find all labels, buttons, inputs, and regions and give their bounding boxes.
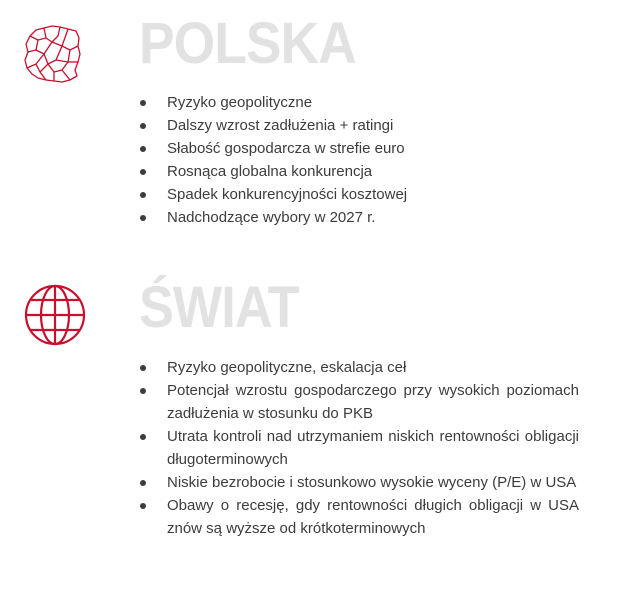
list-item: Obawy o recesję, gdy rentowności długich obligacji w USA znów są wyższe od krótkoterminowych [139,494,579,540]
list-item: Dalszy wzrost zadłużenia + ratingi [139,114,579,137]
list-item: Potencjał wzrostu gospodarczego przy wysokich poziomach zadłużenia w stosunku do PKB [139,379,579,425]
list-item: Rosnąca globalna konkurencja [139,160,579,183]
list-item: Niskie bezrobocie i stosunkowo wysokie wyceny (P/E) w USA [139,471,579,494]
list-item: Słabość gospodarcza w strefie euro [139,137,579,160]
list-item: Utrata kontroli nad utrzymaniem niskich rentowności obligacji długoterminowych [139,425,579,471]
poland-map-icon [22,24,84,86]
list-item: Spadek konkurencyjności kosztowej [139,183,579,206]
section-heading-polska: POLSKA [139,11,356,76]
list-item: Ryzyko geopolityczne, eskalacja ceł [139,356,579,379]
list-item: Nadchodzące wybory w 2027 r. [139,206,579,229]
section-heading-swiat: ŚWIAT [139,275,299,340]
globe-icon [22,282,88,348]
list-item: Ryzyko geopolityczne [139,91,579,114]
risk-list-polska [139,91,579,229]
risk-list-swiat [139,356,579,540]
